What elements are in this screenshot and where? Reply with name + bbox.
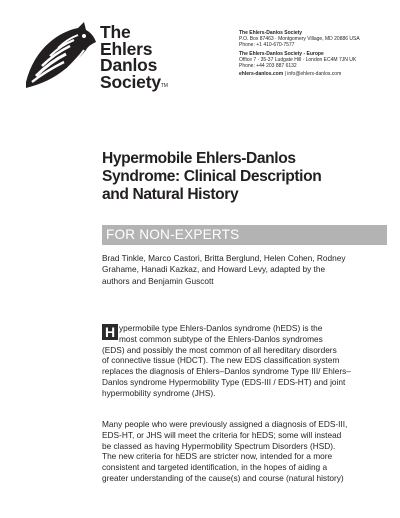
- zebra-head-icon: [20, 22, 98, 92]
- paragraph-line: EDS-HT, or JHS will meet the criteria for hEDS; some will instead: [102, 429, 342, 440]
- paragraph-line: Danlos syndrome Hypermobility Type (EDS-III / EDS-HT) and joint: [102, 376, 346, 387]
- eu-address: Office 7 · 35-37 Ludgate Hill · London EC4M 7JN UK: [239, 56, 357, 63]
- trademark: TM: [160, 82, 168, 89]
- paragraph-line: most common subtype of the Ehlers-Danlos syndromes: [119, 333, 323, 344]
- logo-line: The: [100, 22, 131, 42]
- document-title: [102, 150, 392, 204]
- society-logo: [20, 22, 220, 92]
- contact-info: [239, 30, 399, 77]
- title-line: and Natural History: [102, 186, 239, 203]
- paragraph-line: consistent and targeted identification, in the hopes of aiding a: [102, 462, 328, 473]
- us-address: P.O. Box 87463 · Montgomery Village, MD 20886 USA: [239, 36, 360, 43]
- banner-label: FOR NON-EXPERTS: [106, 227, 240, 242]
- author-line: authors and Benjamin Guscott: [102, 275, 214, 286]
- eu-phone: Phone: +44 203 887 6132: [239, 63, 297, 70]
- us-org-name: The Ehlers-Danlos Society: [239, 30, 303, 36]
- author-list: [102, 253, 392, 287]
- paragraph-line: ypermobile type Ehlers-Danlos syndrome (hEDS) is the: [119, 323, 323, 333]
- website-link[interactable]: ehlers-danlos.com: [239, 71, 284, 78]
- intro-paragraph: [102, 323, 392, 399]
- us-phone: Phone: +1 410-670-7577: [239, 42, 295, 49]
- author-line: Brad Tinkle, Marco Castori, Britta Berglund, Helen Cohen, Rodney: [102, 253, 346, 263]
- logo-wordmark: [100, 24, 168, 94]
- paragraph-line: replaces the diagnosis of Ehlers–Danlos syndrome Type III/ Ehlers–: [102, 366, 351, 377]
- audience-banner: [102, 225, 387, 245]
- second-paragraph: [102, 419, 392, 484]
- author-line: Grahame, Hanadi Kazkaz, and Howard Levy, adapted by the: [102, 264, 326, 275]
- eu-org-name: The Ehlers-Danlos Society - Europe: [239, 50, 324, 57]
- title-line: Hypermobile Ehlers-Danlos: [102, 150, 296, 167]
- drop-cap-letter: H: [105, 324, 116, 340]
- paragraph-line: (EDS) and possibly the most common of all hereditary disorders: [102, 344, 337, 355]
- logo-line: Ehlers: [100, 38, 153, 59]
- title-line: Syndrome: Clinical Description: [102, 168, 322, 185]
- logo-line: Society: [100, 71, 161, 92]
- email-link[interactable]: | info@ehlers-danlos.com: [284, 71, 342, 78]
- paragraph-line: greater understanding of the cause(s) and course (natural history): [102, 472, 344, 483]
- paragraph-line: Many people who were previously assigned a diagnosis of EDS-III,: [102, 419, 348, 429]
- logo-line: Danlos: [100, 55, 158, 75]
- paragraph-line: of connective tissue (HDCT). The new EDS classification system: [102, 355, 340, 366]
- paragraph-line: hypermobility syndrome (JHS).: [102, 387, 216, 398]
- paragraph-line: be classed as having Hypermobility Spectrum Disorders (HSD).: [102, 440, 336, 451]
- paragraph-line: The new criteria for hEDS are stricter now, intended for a more: [102, 451, 333, 462]
